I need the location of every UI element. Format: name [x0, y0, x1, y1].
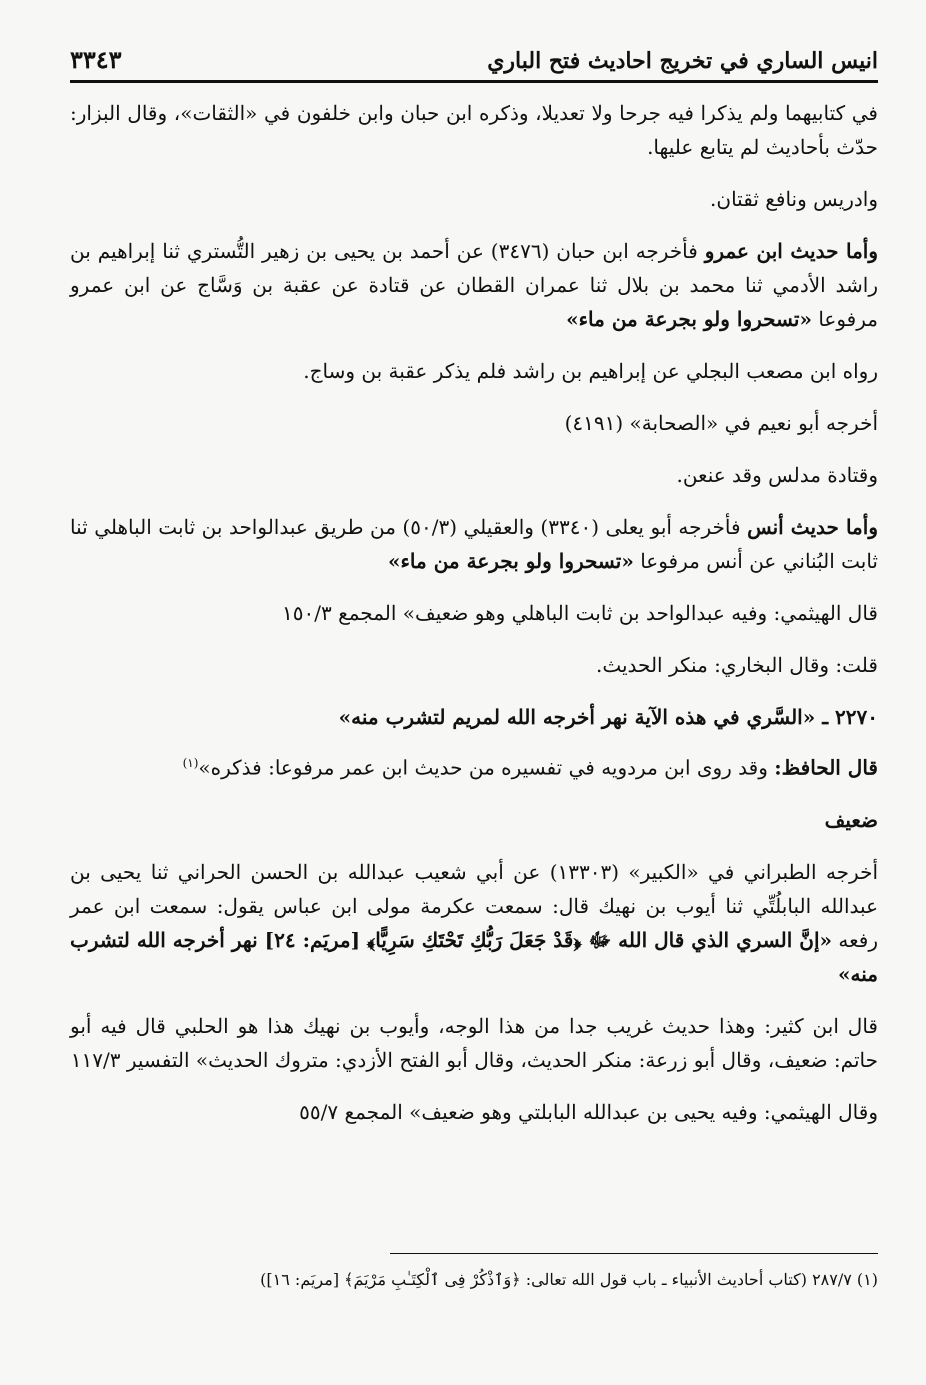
paragraph-2: وادريس ونافع ثقتان. — [710, 187, 878, 211]
footnote-marker: (١) — [182, 756, 199, 770]
paragraph-1: في كتابيهما ولم يذكرا فيه جرحا ولا تعديلا، وذكره ابن حبان وابن خلفون في «الثقات»، وقال البزار: حدّث بأحاديث لم يتابع عليها. — [70, 101, 878, 159]
paragraph-8: قال الهيثمي: وفيه عبدالواحد بن ثابت الباهلي وهو ضعيف» المجمع ١٥٠/٣ — [282, 601, 878, 625]
paragraph-13 — [70, 855, 878, 991]
grade-label: ضعيف — [824, 807, 878, 832]
paragraph-4: رواه ابن مصعب البجلي عن إبراهيم بن راشد فلم يذكر عقبة بن وساج. — [303, 359, 878, 383]
paragraph-6: وقتادة مدلس وقد عنعن. — [676, 463, 878, 487]
page-number: ٣٣٤٣ — [70, 45, 122, 74]
page-body — [70, 96, 878, 1129]
running-header — [70, 38, 878, 74]
paragraph-text: فأخرجه أبو يعلى (٣٣٤٠) والعقيلي (٥٠/٣) من طريق عبدالواحد بن ثابت الباهلي ثنا ثابت البُناني عن أنس مرفوعا — [70, 515, 878, 573]
hadith-quote: «تسحروا ولو بجرعة من ماء» — [388, 549, 634, 573]
paragraph-9: قلت: وقال البخاري: منكر الحديث. — [595, 653, 878, 677]
paragraph-text: أخرجه الطبراني في «الكبير» (١٣٣٠٣) عن أبي شعيب عبدالله بن الحسن الحراني ثنا يحيى بن عبدالله البابلُتِّي ثنا أيوب بن نهيك قال: سمعت عكرمة مولى ابن عباس يقول: سمعت ابن عمر رفعه — [70, 859, 878, 952]
paragraph-5: أخرجه أبو نعيم في «الصحابة» (٤١٩١) — [564, 411, 878, 435]
paragraph-text: وقد روى ابن مردويه في تفسيره من حديث ابن عمر مرفوعا: فذكره» — [198, 755, 775, 780]
paragraph-11 — [70, 746, 878, 785]
speaker-label: قال الحافظ: — [774, 755, 878, 780]
paragraph-3 — [70, 234, 878, 336]
footnote: (١) ٢٨٧/٧ (كتاب أحاديث الأنبياء ـ باب قول الله تعالى: ﴿وَٱذْكُرْ فِى ٱلْكِتَـٰبِ مَرْيَمَ﴾ [مريَم: ١٦]) — [260, 1270, 878, 1289]
header-rule — [70, 80, 878, 83]
paragraph-7 — [70, 510, 878, 578]
footnote-rule — [390, 1253, 878, 1254]
paragraph-text: فأخرجه ابن حبان (٣٤٧٦) عن أحمد بن يحيى بن زهير التُّستري ثنا إبراهيم بن راشد الأدمي ثنا محمد بن بلال ثنا عمران القطان عن قتادة عن عقبة بن وَسَّاج عن ابن عمرو مرفوعا — [70, 239, 878, 331]
section-heading: وأما حديث ابن عمرو — [704, 239, 878, 263]
paragraph-15: وقال الهيثمي: وفيه يحيى بن عبدالله البابلتي وهو ضعيف» المجمع ٥٥/٧ — [299, 1099, 878, 1124]
section-heading: وأما حديث أنس — [747, 515, 878, 539]
hadith-quote: «تسحروا ولو بجرعة من ماء» — [566, 307, 812, 331]
hadith-quote: «إنَّ السري الذي قال الله ﷻ ﴿قَدْ جَعَلَ رَبُّكِ تَحْتَكِ سَرِيًّا﴾ [مريَم: ٢٤] نهر أخرجه الله لتشرب منه» — [70, 927, 878, 986]
hadith-entry-heading: ٢٢٧٠ ـ «السَّري في هذه الآية نهر أخرجه الله لمريم لتشرب منه» — [338, 705, 878, 729]
paragraph-14: قال ابن كثير: وهذا حديث غريب جدا من هذا الوجه، وأيوب بن نهيك هذا هو الحلبي قال فيه أبو حاتم: ضعيف، وقال أبو زرعة: منكر الحديث، وقال أبو الفتح الأزدي: متروك الحديث» التفسير ١١٧/٣ — [70, 1013, 878, 1072]
book-title: انيس الساري في تخريج احاديث فتح الباري — [487, 48, 878, 74]
